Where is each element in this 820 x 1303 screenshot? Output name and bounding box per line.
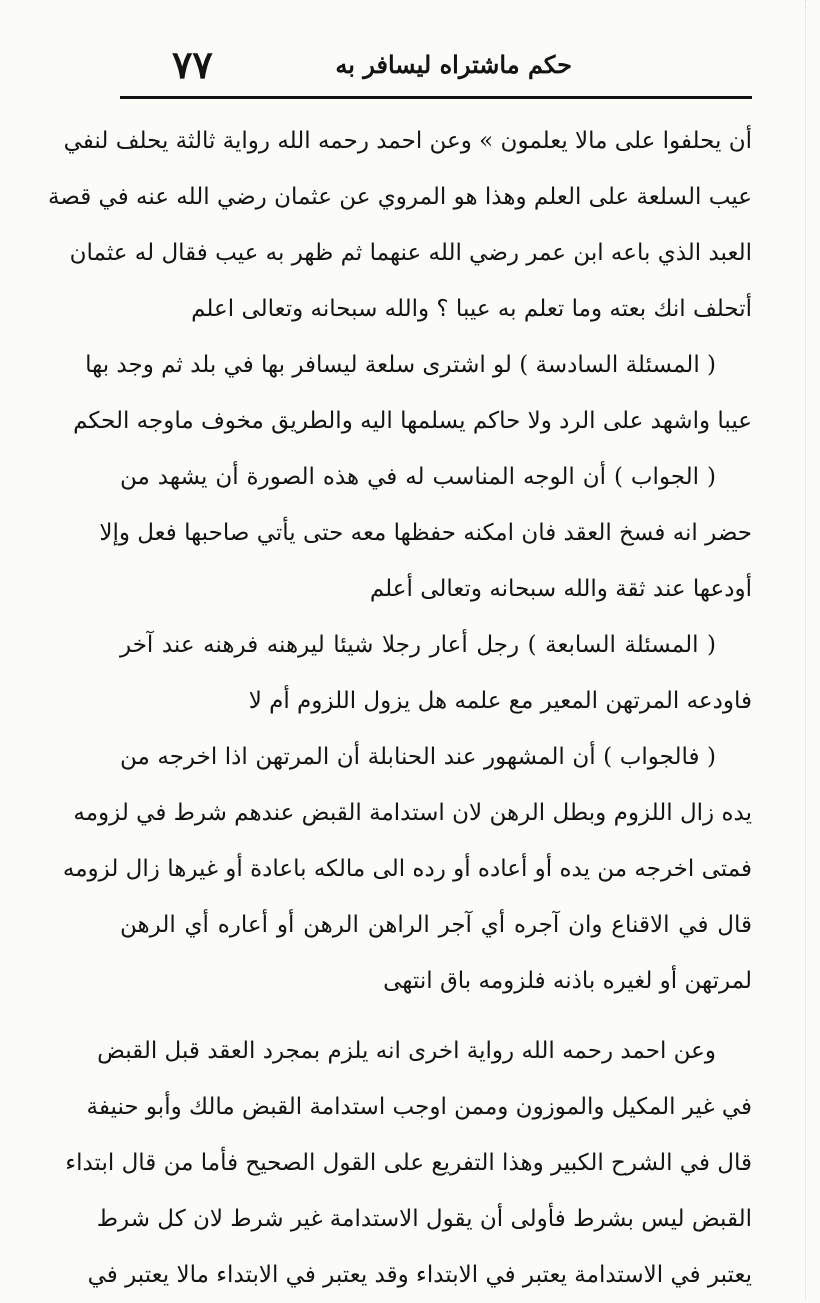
question-heading-line: ( المسئلة السابعة ) رجل أعار رجلا شيئا ليرهنه فرهنه عند آخر: [120, 632, 716, 658]
text-line: أودعها عند ثقة والله سبحانه وتعالى أعلم: [369, 576, 752, 602]
running-title: حكم ماشتراه ليسافر به: [335, 50, 572, 79]
paragraph-gap: [120, 1009, 752, 1023]
text-line: فمتى اخرجه من يده أو أعاده أو رده الى مالكه باعادة أو غيرها زال لزومه: [62, 856, 752, 882]
page-edge-mark: [805, 0, 806, 1300]
text-line: القبض ليس بشرط فأولى أن يقول الاستدامة غير شرط لان كل شرط: [96, 1206, 752, 1232]
body-text: [47, 113, 752, 1303]
answer-heading-line: ( فالجواب ) أن المشهور عند الحنابلة أن المرتهن اذا اخرجه من: [120, 744, 716, 770]
text-line: يعتبر في الاستدامة يعتبر في الابتداء وقد يعتبر في الابتداء مالا يعتبر في: [87, 1262, 752, 1288]
text-line: وعن احمد رحمه الله رواية اخرى انه يلزم بمجرد العقد قبل القبض: [97, 1038, 716, 1064]
text-line: عيبا واشهد على الرد ولا حاكم يسلمها اليه والطريق مخوف ماوجه الحكم: [73, 408, 752, 434]
text-line: فاودعه المرتهن المعير مع علمه هل يزول اللزوم أم لا: [248, 688, 752, 714]
text-line: العبد الذي باعه ابن عمر رضي الله عنهما ثم ظهر به عيب فقال له عثمان: [69, 240, 752, 266]
text-line: أتحلف انك بعته وما تعلم به عيبا ؟ والله سبحانه وتعالى اعلم: [191, 296, 752, 322]
text-line: لمرتهن أو لغيره باذنه فلزومه باق انتهى: [383, 968, 752, 994]
answer-heading-line: ( الجواب ) أن الوجه المناسب له في هذه الصورة أن يشهد من: [120, 464, 716, 490]
header-rule: [120, 96, 752, 99]
text-line: في غير المكيل والموزون وممن اوجب استدامة القبض مالك وأبو حنيفة: [86, 1094, 752, 1120]
text-line: قال في الاقناع وان آجره أي آجر الراهن الرهن أو أعاره أي الرهن: [120, 912, 752, 938]
text-line: قال في الشرح الكبير وهذا التفريع على القول الصحيح فأما من قال ابتداء: [65, 1150, 752, 1176]
question-heading-line: ( المسئلة السادسة ) لو اشترى سلعة ليسافر بها في بلد ثم وجد بها: [85, 352, 716, 378]
page-number: ٧٧: [172, 42, 213, 87]
text-line: أن يحلفوا على مالا يعلمون » وعن احمد رحمه الله رواية ثالثة يحلف لنفي: [63, 128, 752, 154]
text-line: عيب السلعة على العلم وهذا هو المروي عن عثمان رضي الله عنه في قصة: [47, 184, 752, 210]
page-header: [120, 42, 752, 94]
text-line: يده زال اللزوم وبطل الرهن لان استدامة القبض عندهم شرط في لزومه: [73, 800, 752, 826]
text-line: حضر انه فسخ العقد فان امكنه حفظها معه حتى يأتي صاحبها فعل وإلا: [99, 520, 752, 546]
